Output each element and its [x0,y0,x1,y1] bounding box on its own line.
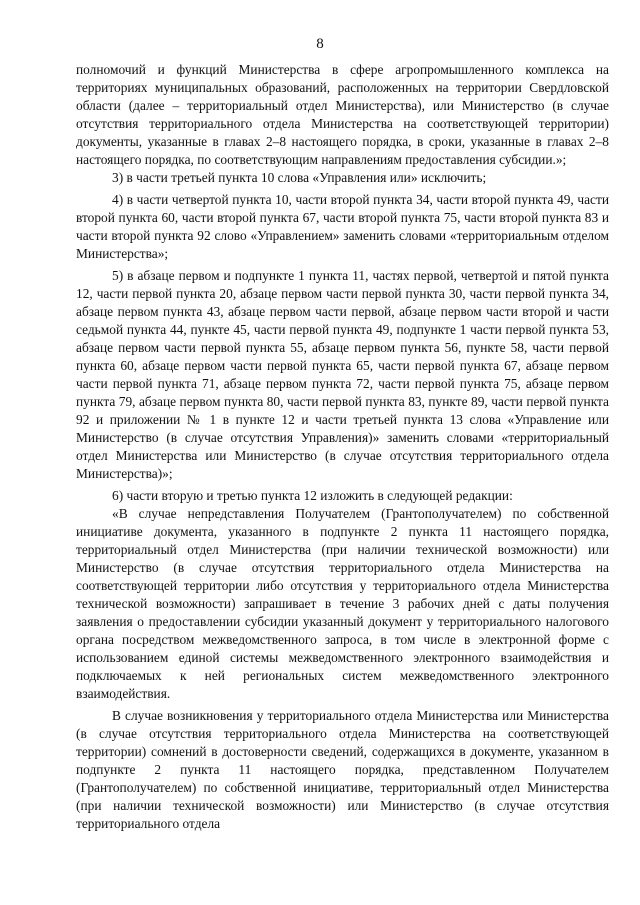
page-number: 8 [316,36,324,52]
paragraph-item-5: 5) в абзаце первом и подпункте 1 пункта 11, частях первой, четвертой и пятой пункта 12, части первой пункта 20, абзаце первом части первой пункта 30, части первой пункта 34, абзаце первом пункта 43, абзаце первом части первой, абзаце первом части второй и части седьмой пункта 44, пункте 45, части первой пункта 49, подпункте 1 части первой пункта 53, абзаце первом части первой пункта 55, абзаце первом пункта 56, пункте 58, части первой пункта 60, абзаце первом части первой пункта 65, части первой пункта 67, абзаце первом части первой пункта 71, абзаце первом пункта 72, части первой пункта 75, абзаце первом пункта 79, абзаце первом пункта 80, части первой пункта 83, пункте 89, части первой пункта 92 и приложении № 1 в пункте 12 и части третьей пункта 13 слова «Управление или Министерство (в случае отсутствия Управления)» заменить словами «территориальный отдел Министерства или Министерство (в случае отсутствия территориального отдела Министерства)»; [76,268,609,481]
paragraph-quoted-part-3: В случае возникновения у территориального отдела Министерства или Министерства (в случае отсутствия территориального отдела Министерства на соответствующей территории) сомнений в достоверности сведений, содержащихся в документе, указанном в подпункте 2 пункта 11 настоящего порядка, представленном Получателем (Грантополучателем) по собственной инициативе, территориальный отдел Министерства (при наличии технической возможности) или Министерство (в случае отсутствия территориального отдела [76,708,609,831]
document-body [76,61,609,833]
paragraph-quoted-part-2: «В случае непредставления Получателем (Грантополучателем) по собственной инициативе документа, указанного в подпункте 2 пункта 11 настоящего порядка, территориальный отдел Министерства (при наличии технической возможности) или Министерство (в случае отсутствия территориального отдела Министерства на соответствующей территории либо отсутствия у территориального отдела Министерства технической возможности) запрашивает в течение 3 рабочих дней с даты получения заявления о предоставлении субсидии указанный документ у территориального налогового органа посредством межведомственного запроса, в том числе в электронной форме с использованием единой системы межведомственного электронного взаимодействия и подключаемых к ней региональных систем межведомственного электронного взаимодействия. [76,506,609,701]
paragraph-continuation: полномочий и функций Министерства в сфере агропромышленного комплекса на территориях муниципальных образований, расположенных на территории Свердловской области (далее – территориальный отдел Министерства), или Министерство (в случае отсутствия территориального отдела Министерства на соответствующей территории) документы, указанные в главах 2–8 настоящего порядка, в сроки, указанные в главах 2–8 настоящего порядка, по соответствующим направлениям предоставления субсидии.»; [76,62,609,167]
paragraph-item-4: 4) в части четвертой пункта 10, части второй пункта 34, части второй пункта 49, части второй пункта 60, части второй пункта 67, части второй пункта 75, части второй пункта 83 и части второй пункта 92 слово «Управлением» заменить словами «территориальным отделом Министерства»; [76,192,609,261]
paragraph-item-6: 6) части вторую и третью пункта 12 изложить в следующей редакции: [112,488,513,503]
paragraph-item-3: 3) в части третьей пункта 10 слова «Управления или» исключить; [112,170,487,185]
